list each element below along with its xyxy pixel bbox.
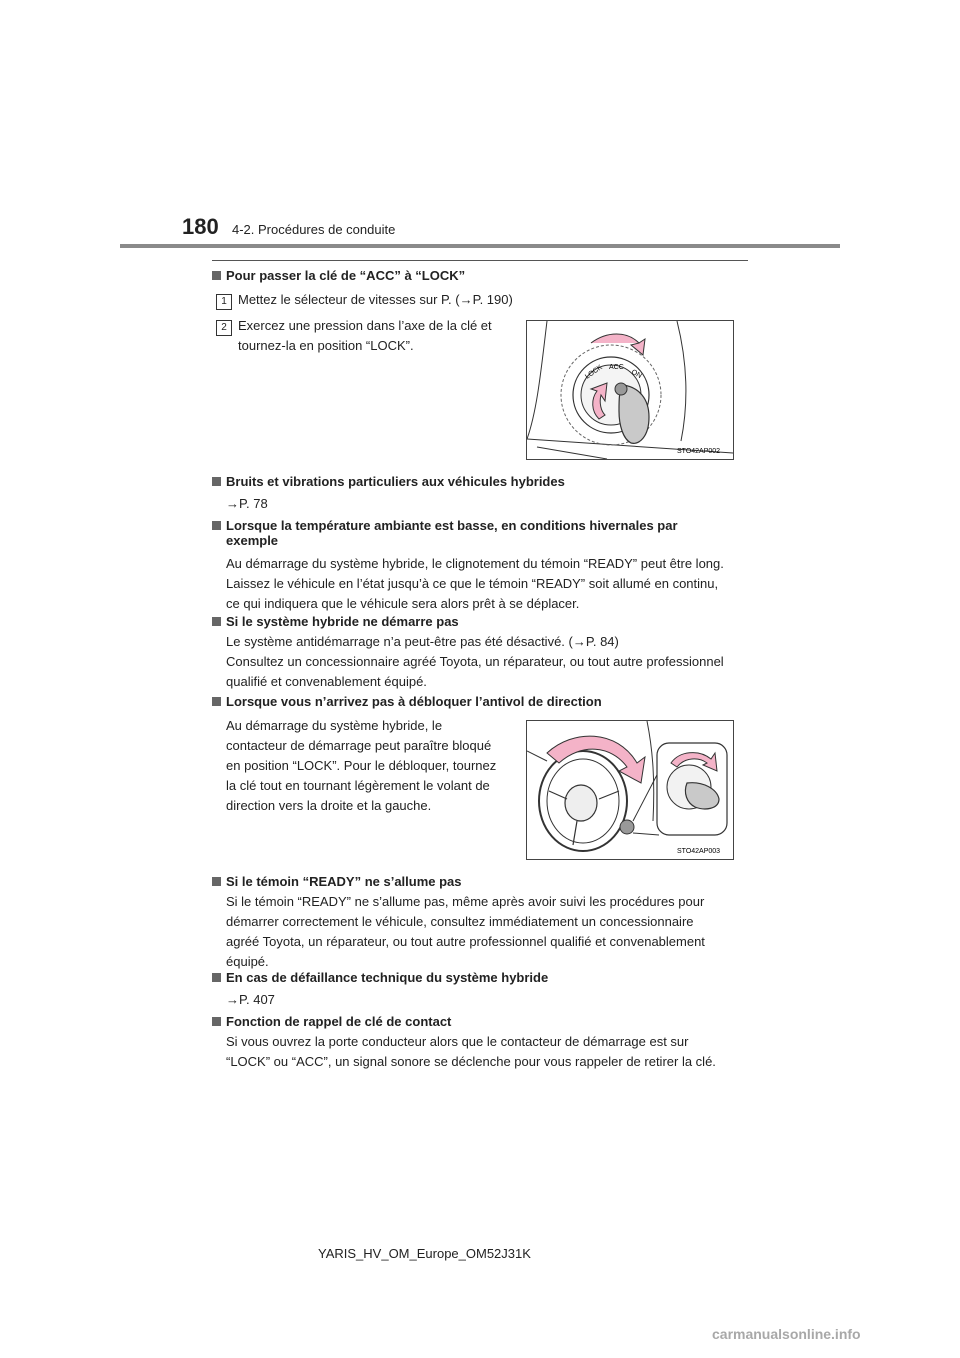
heading-no-start: Si le système hybride ne démarre pas [212, 614, 459, 629]
section-rule [212, 260, 748, 261]
square-bullet-icon [212, 617, 221, 626]
step-2-line-2: tournez-la en position “LOCK”. [238, 338, 414, 353]
figure-caption: STO42AP003 [677, 848, 721, 855]
chapter-title: 4-2. Procédures de conduite [232, 222, 396, 237]
noise-ref: →P. 78 [226, 496, 268, 511]
step-1-text: Mettez le sélecteur de vitesses sur P. (→P. 190) [238, 292, 513, 307]
heading-acc-lock: Pour passer la clé de “ACC” à “LOCK” [212, 268, 465, 283]
heading-ready: Si le témoin “READY” ne s’allume pas [212, 874, 462, 889]
square-bullet-icon [212, 521, 221, 530]
heading-cold: Lorsque la température ambiante est basse, en conditions hivernales par exemple [212, 518, 748, 548]
header-rule [120, 244, 840, 248]
dial-label-acc: ACC [609, 364, 624, 371]
heading-steering: Lorsque vous n’arrivez pas à débloquer l’antivol de direction [212, 694, 602, 709]
no-start-body: Le système antidémarrage n’a peut-être pas été désactivé. (→P. 84) Consultez un concessionnaire agréé Toyota, un réparateur, ou tout autre professionnel qualifié et convenablement équipé. [226, 634, 724, 689]
heading-noise: Bruits et vibrations particuliers aux véhicules hybrides [212, 474, 565, 489]
square-bullet-icon [212, 271, 221, 280]
figure-steering-wheel [526, 720, 734, 860]
steering-body: Au démarrage du système hybride, le contacteur de démarrage peut paraître bloqué en position “LOCK”. Pour le débloquer, tournez la clé tout en tournant légèrement le volant de direction vers la droite et la gauche. [226, 718, 497, 813]
step-2-text [238, 316, 508, 356]
square-bullet-icon [212, 877, 221, 886]
cold-body: Au démarrage du système hybride, le clignotement du témoin “READY” peut être long. Laissez le véhicule en l’état jusqu’à ce que le témoin “READY” soit allumé en continu, ce qui indiquera que le véhicule sera alors prêt à se déplacer. [226, 556, 724, 611]
heading-failure: En cas de défaillance technique du système hybride [212, 970, 548, 985]
square-bullet-icon [212, 697, 221, 706]
dial-label-lock: LOCK [584, 363, 604, 381]
turn-wheel-arrow-icon [547, 736, 645, 783]
step-number-2: 2 [216, 320, 232, 336]
steering-wheel-illustration [527, 721, 733, 859]
ready-body: Si le témoin “READY” ne s’allume pas, même après avoir suivi les procédures pour démarrer correctement le véhicule, consultez immédiatement un concessionnaire agréé Toyota, un réparateur, ou tout autre professionnel qualifié et convenablement équipé. [226, 894, 705, 969]
figure-key-cylinder [526, 320, 734, 460]
dial-label-on: ON [630, 368, 643, 380]
heading-reminder: Fonction de rappel de clé de contact [212, 1014, 451, 1029]
failure-ref: →P. 407 [226, 992, 275, 1007]
square-bullet-icon [212, 1017, 221, 1026]
figure-caption: STO42AP002 [677, 448, 721, 455]
step-number-1: 1 [216, 294, 232, 310]
document-code: YARIS_HV_OM_Europe_OM52J31K [318, 1246, 531, 1261]
key-cylinder-illustration [527, 321, 733, 459]
watermark: carmanualsonline.info [712, 1326, 861, 1342]
step-2-line-1: Exercez une pression dans l’axe de la clé et [238, 318, 492, 333]
square-bullet-icon [212, 973, 221, 982]
reminder-body: Si vous ouvrez la porte conducteur alors que le contacteur de démarrage est sur “LOCK” ou “ACC”, un signal sonore se déclenche pour vous rappeler de retirer la clé. [226, 1034, 716, 1069]
square-bullet-icon [212, 477, 221, 486]
page-number: 180 [182, 214, 219, 239]
